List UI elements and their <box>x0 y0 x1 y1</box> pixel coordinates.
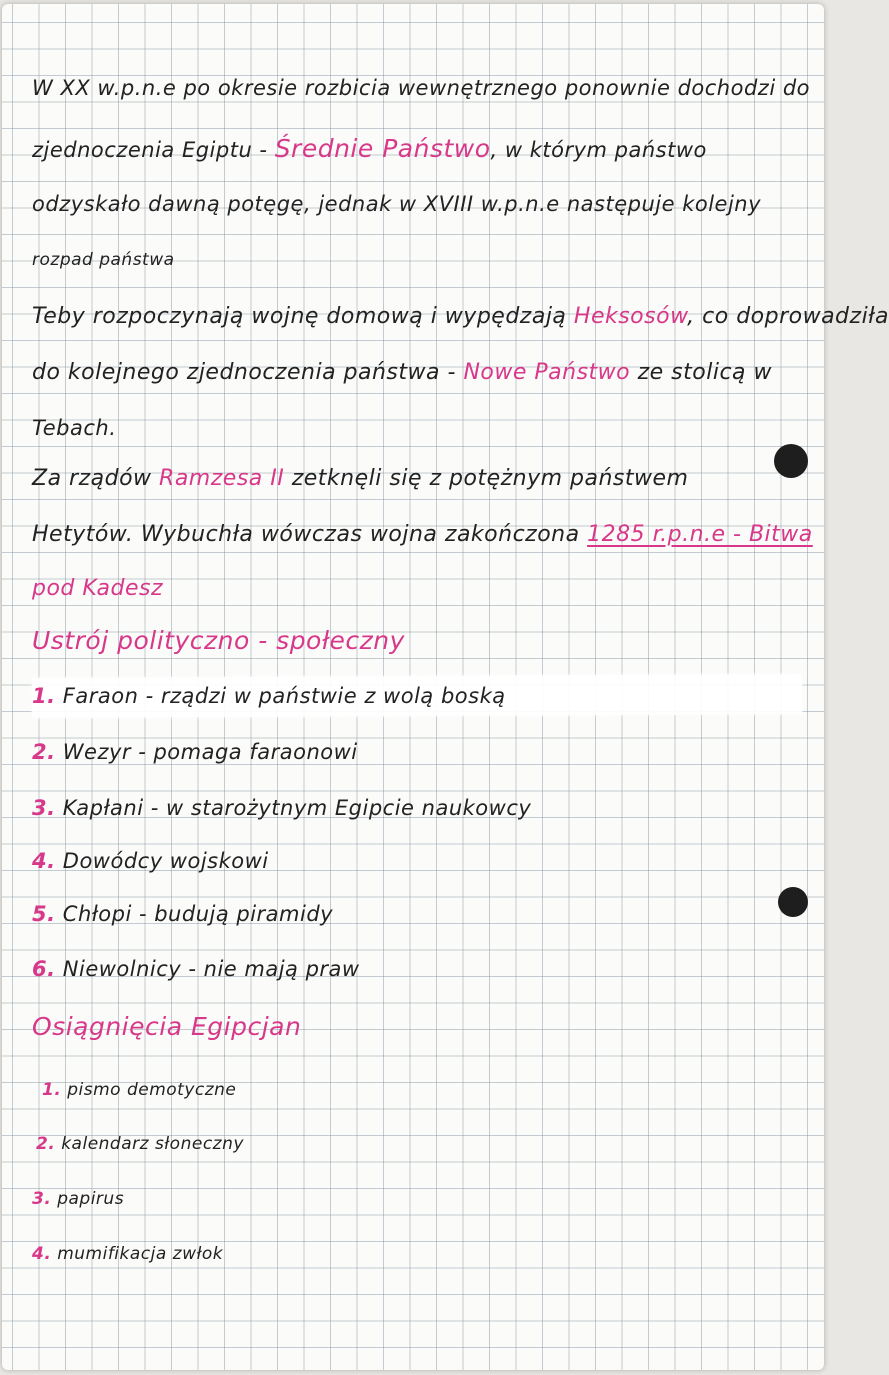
note-text: , w którym państwo <box>490 138 707 162</box>
list-number: 6. <box>32 957 56 981</box>
highlight-term: pod Kadesz <box>32 576 164 601</box>
note-line <box>32 466 688 491</box>
highlight-term: Heksosów <box>573 304 688 329</box>
list-number: 1. <box>42 1080 62 1100</box>
list-item <box>32 1244 223 1264</box>
list-item <box>32 957 360 981</box>
note-text: do kolejnego zjednoczenia państwa - <box>32 360 464 385</box>
list-item <box>32 796 531 820</box>
highlight-term: Średnie Państwo <box>274 134 491 163</box>
note-text: odzyskało dawną potęgę, jednak w XVIII w.p.n.e następuje kolejny <box>32 192 762 216</box>
list-text: papirus <box>57 1189 125 1209</box>
list-number: 3. <box>32 1189 52 1209</box>
note-line <box>32 76 810 100</box>
list-text: Chłopi - budują piramidy <box>62 902 334 926</box>
list-number: 4. <box>32 849 56 873</box>
list-number: 1. <box>32 684 56 708</box>
note-line <box>32 192 761 216</box>
list-number: 2. <box>32 740 56 764</box>
list-item <box>32 902 333 926</box>
punch-hole <box>778 887 808 917</box>
list-item <box>42 1080 236 1100</box>
list-item <box>32 849 269 873</box>
note-line <box>32 134 707 163</box>
list-text: Wezyr - pomaga faraonowi <box>62 740 358 764</box>
list-text: pismo demotyczne <box>67 1080 237 1100</box>
list-number: 3. <box>32 796 56 820</box>
note-text: zetknęli się z potężnym państwem <box>284 466 689 491</box>
list-text: Faraon - rządzi w państwie z wolą boską <box>62 684 506 708</box>
section-heading <box>32 626 405 655</box>
notebook-page <box>2 4 889 1370</box>
list-text: Dowódcy wojskowi <box>62 849 269 873</box>
list-text: Kapłani - w starożytnym Egipcie naukowcy <box>62 796 532 820</box>
section-heading <box>32 1012 301 1041</box>
note-line <box>32 416 116 440</box>
note-text: ze stolicą w <box>630 360 773 385</box>
note-text: zjednoczenia Egiptu - <box>32 138 275 162</box>
note-text: W XX w.p.n.e po okresie rozbicia wewnętrznego ponownie dochodzi do <box>32 76 811 100</box>
list-item <box>32 740 358 764</box>
highlight-term: Ramzesa II <box>159 466 285 491</box>
note-text: , co doprowadziła <box>687 304 889 329</box>
list-number: 2. <box>36 1134 56 1154</box>
list-item <box>36 1134 244 1154</box>
list-text: kalendarz słoneczny <box>61 1134 244 1154</box>
note-line <box>32 304 889 329</box>
list-item <box>32 684 506 708</box>
punch-hole <box>774 444 808 478</box>
highlight-term: 1285 r.p.n.e - Bitwa <box>587 522 813 547</box>
list-number: 5. <box>32 902 56 926</box>
note-line <box>32 360 772 385</box>
note-line <box>32 522 813 547</box>
note-line <box>32 576 163 601</box>
note-line <box>32 250 175 270</box>
note-text: rozpad państwa <box>32 250 175 270</box>
note-text: Za rządów <box>32 466 160 491</box>
highlight-term: Nowe Państwo <box>463 360 631 385</box>
note-text: Teby rozpoczynają wojnę domową i wypędzają <box>32 304 574 329</box>
list-text: mumifikacja zwłok <box>57 1244 224 1264</box>
list-item <box>32 1189 124 1209</box>
list-number: 4. <box>32 1244 52 1264</box>
note-text: Hetytów. Wybuchła wówczas wojna zakończona <box>32 522 588 547</box>
heading-text: Ustrój polityczno - społeczny <box>32 626 405 655</box>
note-text: Tebach. <box>32 416 117 440</box>
heading-text: Osiągnięcia Egipcjan <box>32 1012 302 1041</box>
list-text: Niewolnicy - nie mają praw <box>62 957 360 981</box>
